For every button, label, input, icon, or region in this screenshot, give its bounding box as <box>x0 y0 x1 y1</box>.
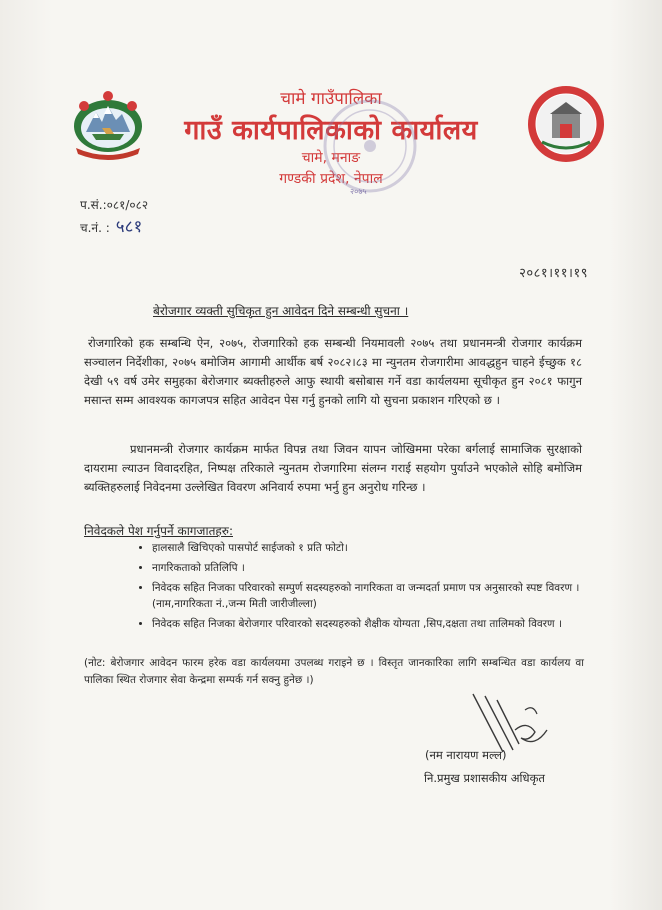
letter-date: २०८१।११।१९ <box>519 266 588 281</box>
list-item: • हालसालै खिचिएको पासपोर्ट साईजको १ प्रति फोटो। <box>152 540 602 556</box>
notice-subject: बेरोजगार व्यक्ती सुचिकृत हुन आवेदन दिने सम्बन्धी सुचना । <box>153 304 409 318</box>
ps-value: :०८१/०८२ <box>102 198 149 212</box>
stamp-year: २०७५ <box>350 187 367 196</box>
signatory-title: नि.प्रमुख प्रशासकीय अधिकृत <box>424 771 545 785</box>
documents-list <box>138 540 602 636</box>
notice-note: (नोट: बेरोजगार आवेदन फारम हरेक वडा कार्यलयमा उपलब्ध गराइने छ । विस्तृत जानकारिका लागि सम्बन्धित वडा कार्यलय वा पालिका स्थित रोजगार सेवा केन्द्रमा सम्पर्क गर्न सक्नु हुनेछ ।) <box>84 657 584 686</box>
notice-paragraph-1: रोजगारिको हक सम्बन्धि ऐन, २०७५, रोजगारिको हक सम्बन्धी नियमावली २०७५ तथा प्रधानमन्त्री रोजगार कार्यक्रम सञ्चालन निर्देशीका, २०७५ बमोजिम आगामी आर्थीक बर्ष २०८२।८३ मा न्युनतम रोजगारीमा आवद्धहुन चाहने ईच्छुक १८ देखी ५९ वर्ष उमेर समुहका बेरोजगार ब्यक्तीहरुले आफु स्थायी बसोबास गर्ने वडा कार्यलयमा सूचीकृत हुन २०८१ फागुन मसान्त सम्म आवश्यक कागजपत्र सहित आवेदन पेस गर्नु हुनको लागि यो सुचना प्रकाशन गरिएको छ । <box>84 336 582 407</box>
list-item: • निवेदक सहित निजका परिवारको सम्पुर्ण सदस्यहरुको नागरिकता वा जन्मदर्ता प्रमाण पत्र अनुसारको स्पष्ट विवरण । (नाम,नागरिकता नं.,जन्म मिती जारीजील्ला) <box>152 580 602 612</box>
documents-heading: निवेदकले पेश गर्नुपर्ने कागजातहरु: <box>84 524 233 538</box>
list-item: • नागरिकताको प्रतिलिपि । <box>152 560 602 576</box>
address-line-2: गण्डकी प्रदेश, नेपाल <box>279 171 383 187</box>
signatory-name: (नम नारायण मल्ल) <box>425 748 507 762</box>
address-line-1: चामे, मनाङ <box>301 150 361 166</box>
notice-paragraph-2: प्रधानमन्त्री रोजगार कार्यक्रम मार्फत विपन्न तथा जिवन यापन जोखिममा परेका बर्गलाई सामाजिक सुरक्षाको दायरामा ल्याउन विवादरहित, निष्पक्ष तरिकाले न्युनतम रोजगारिमा संलग्न गराई सहयोग पुर्याउने भएकोले सोहि बमोजिम ब्यक्तिहरुलाई निवेदनमा उल्लेखित विवरण अनिवार्य रुपमा भर्नु हुन अनुरोध गरिन्छ । <box>84 442 582 494</box>
dispatch-number <box>80 214 142 237</box>
reference-number <box>80 196 148 213</box>
office-title: गाउँ कार्यपालिकाको कार्यालय <box>184 115 478 146</box>
cn-label: च.नं. : <box>80 221 110 235</box>
cn-value: ५८१ <box>115 217 143 237</box>
list-item: • निवेदक सहित निजका बेरोजगार परिवारको सदस्यहरुको शैक्षीक योग्यता ,सिप,दक्षता तथा तालिमको विवरण । <box>152 616 602 632</box>
ps-label: प.सं. <box>80 198 103 212</box>
rural-municipality-name: चामे गाउँपालिका <box>280 89 382 109</box>
office-stamp-icon <box>320 96 420 196</box>
municipality-seal-icon <box>526 84 606 164</box>
